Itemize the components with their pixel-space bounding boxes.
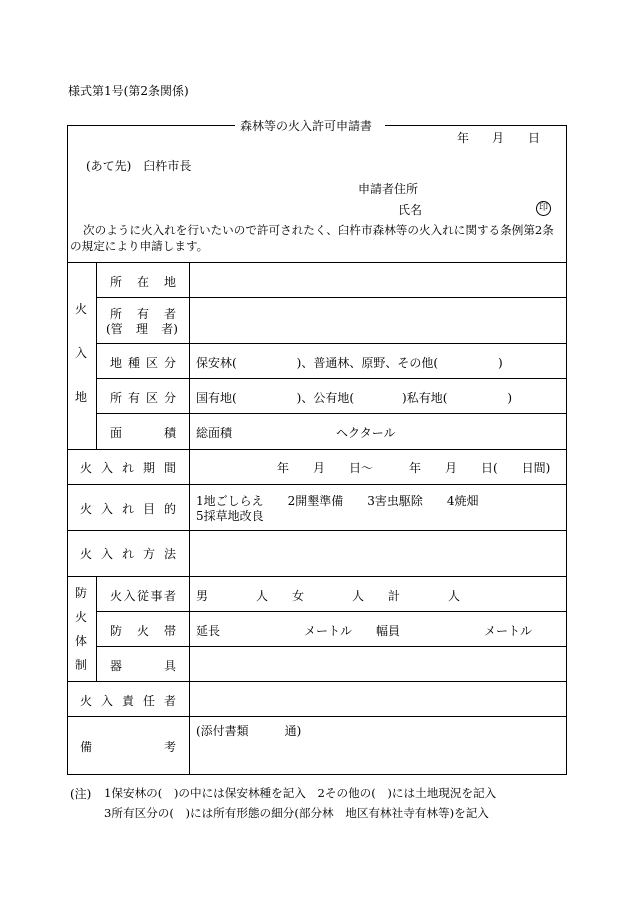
purpose-options-line1[interactable]: 1地ごしらえ 2開墾準備 3害虫駆除 4焼畑: [196, 494, 479, 508]
location-label: 所 在 地: [110, 275, 176, 289]
period-value[interactable]: 年 月 日〜 年 月 日( 日間): [277, 461, 551, 475]
form-title: 森林等の火入許可申請書: [240, 119, 373, 133]
notes-line2: 3所有区分の( )には所有形態の細分(部分林 地区有林社寺有林等)を記入: [104, 806, 489, 820]
administrator-label: (管 理 者): [106, 322, 178, 336]
equipment-label: 器 具: [110, 659, 176, 673]
workers-value[interactable]: 男 人 女 人 計 人: [196, 589, 461, 603]
remarks-value[interactable]: (添付書類 通): [196, 724, 302, 738]
area-label: 面 積: [110, 426, 176, 440]
seal-mark: 印: [536, 201, 551, 216]
firebreak-label: 防 火 帯: [110, 624, 176, 638]
firebreak-value[interactable]: 延長 メートル 幅員 メートル: [196, 624, 533, 638]
ownership-category-label: 所 有 区 分: [110, 391, 176, 405]
purpose-label: 火 入 れ 目 的: [80, 502, 176, 516]
period-label: 火 入 れ 期 間: [80, 461, 176, 475]
applicant-name-label: 氏名: [398, 203, 423, 217]
intro-text-line1: 次のように火入れを行いたいので許可されたく、臼杵市森林等の火入れに関する条例第2条: [83, 223, 554, 237]
owner-label: 所 有 者: [110, 307, 176, 321]
responsible-label: 火 入 責 任 者: [80, 694, 176, 708]
intro-text-line2: の規定により申請します。: [70, 239, 209, 253]
area-prefix: 総面積: [196, 426, 233, 440]
remarks-label: 備 考: [80, 740, 176, 754]
applicant-address-label: 申請者住所: [358, 182, 419, 196]
addressee: (あて先) 臼杵市長: [86, 159, 192, 173]
area-unit: ヘクタール: [336, 426, 396, 440]
notes-line1: 1保安林の( )の中には保安林種を記入 2その他の( )には土地現況を記入: [104, 786, 497, 800]
method-label: 火 入 れ 方 法: [80, 547, 176, 561]
workers-label: 火 入 従 事 者: [110, 589, 176, 603]
ownership-category-value[interactable]: 国有地( )、公有地( )私有地( ): [196, 391, 513, 405]
purpose-options-line2[interactable]: 5採草地改良: [196, 509, 264, 523]
land-category-value[interactable]: 保安林( )、普通林、原野、その他( ): [196, 356, 503, 370]
notes-label: (注): [70, 787, 92, 801]
form-number: 様式第1号(第2条関係): [68, 84, 189, 98]
land-category-label: 地 種 区 分: [110, 356, 176, 370]
